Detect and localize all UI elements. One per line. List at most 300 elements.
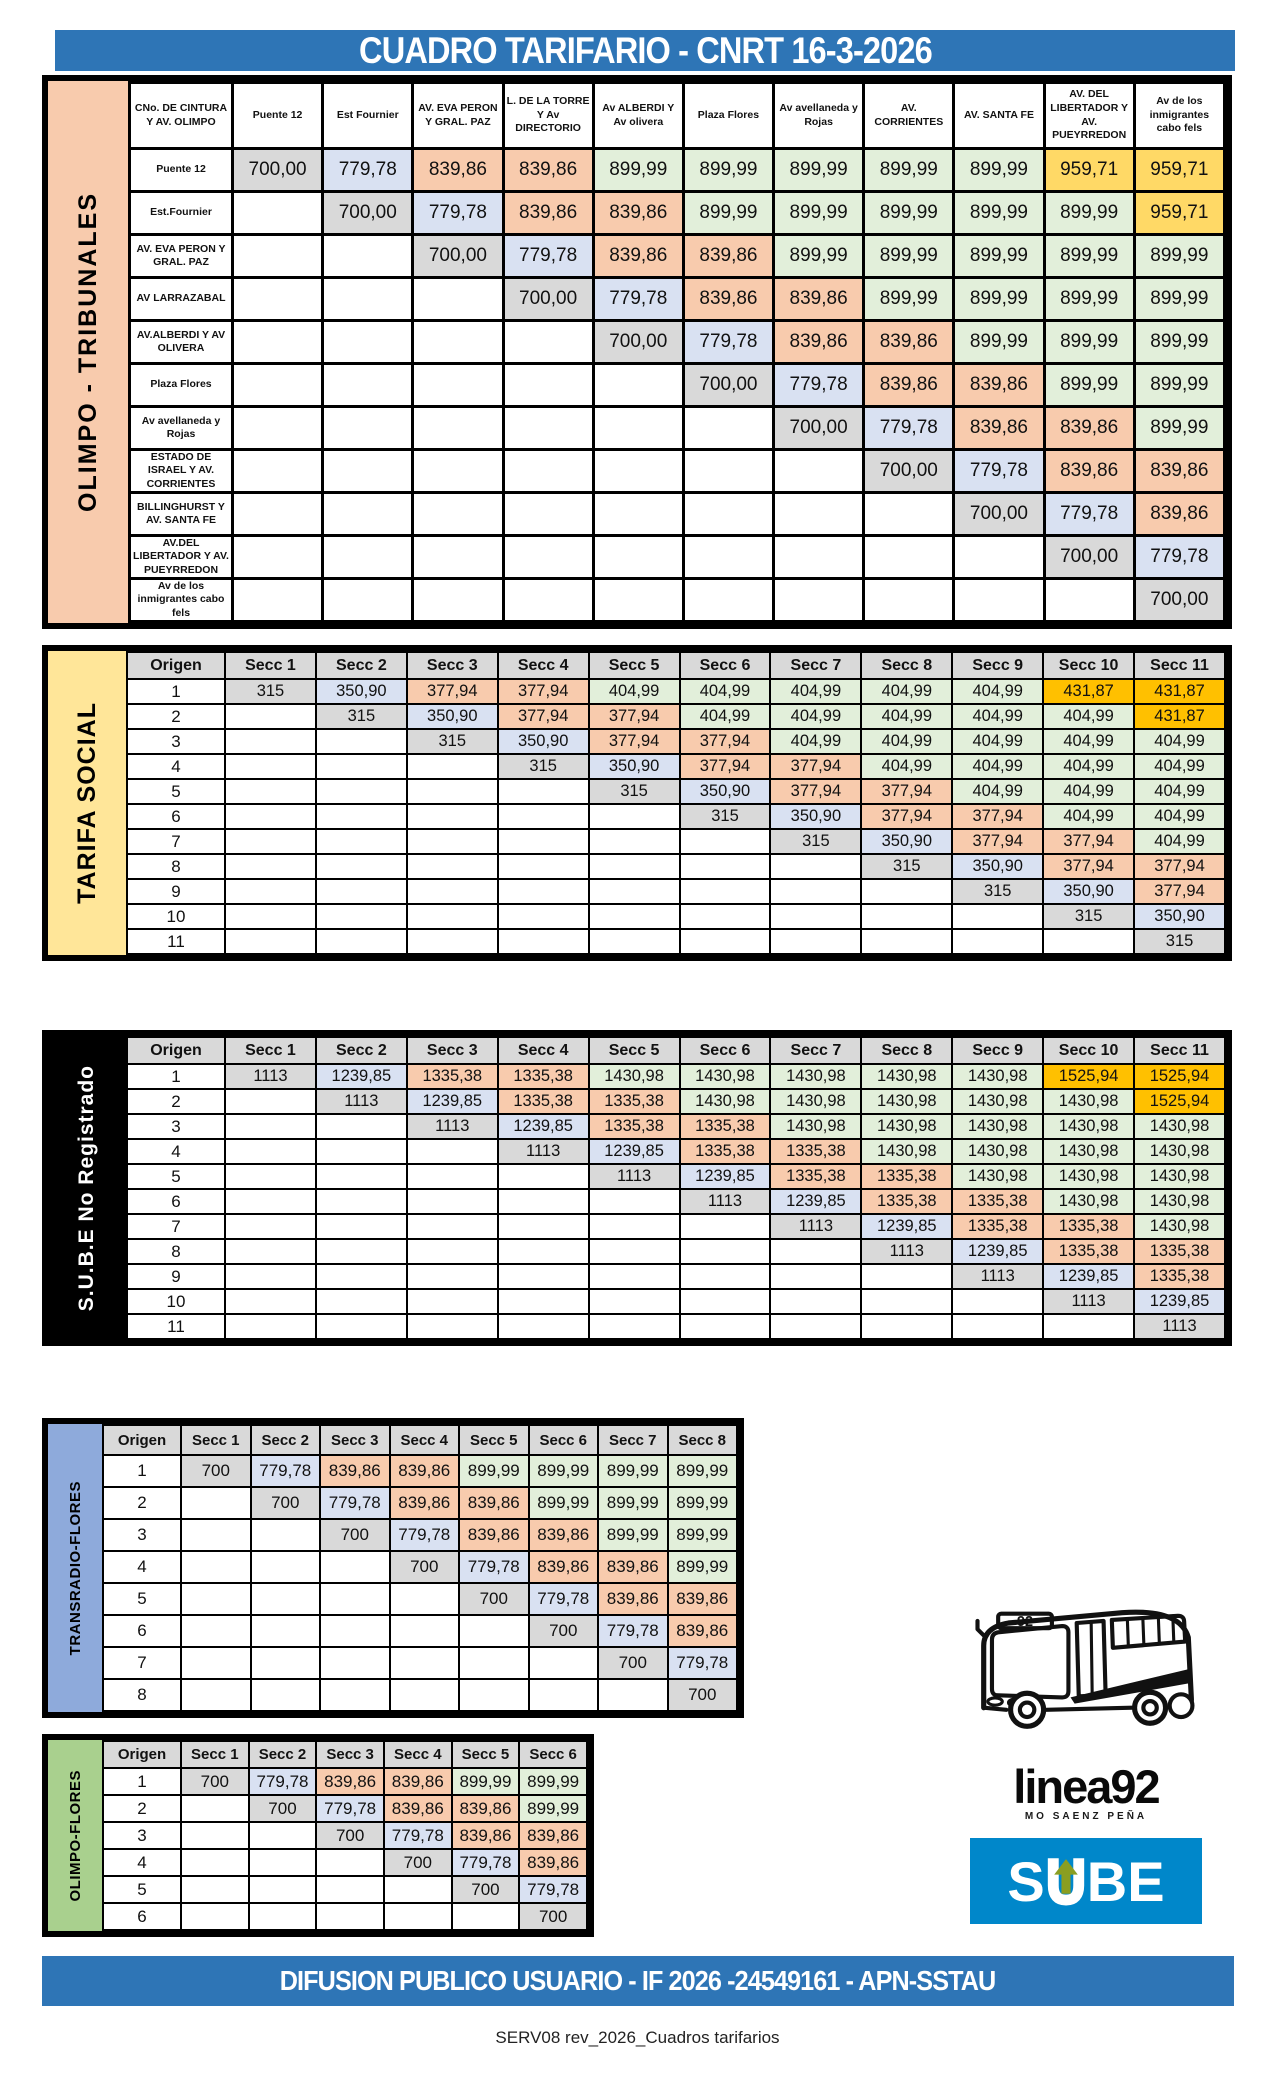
fare-cell: 1239,85 <box>589 1139 680 1164</box>
fare-cell: 404,99 <box>952 729 1043 754</box>
fare-cell: 315 <box>1134 929 1225 954</box>
fare-cell <box>503 579 593 622</box>
fare-cell: 1239,85 <box>1043 1264 1134 1289</box>
fare-cell: 839,86 <box>459 1519 529 1551</box>
fare-cell: 377,94 <box>770 754 861 779</box>
fare-cell: 377,94 <box>1043 829 1134 854</box>
fare-cell <box>413 278 503 321</box>
fare-cell <box>459 1647 529 1679</box>
fare-cell: 1335,38 <box>770 1139 861 1164</box>
fare-cell: 1430,98 <box>1134 1164 1225 1189</box>
fare-cell: 779,78 <box>683 321 773 364</box>
column-header: Av ALBERDI Y Av olivera <box>593 83 683 149</box>
fare-cell: 779,78 <box>1134 536 1224 579</box>
fare-cell <box>316 1139 407 1164</box>
fare-cell <box>498 804 589 829</box>
fare-cell <box>774 536 864 579</box>
column-header: Secc 1 <box>181 1741 249 1768</box>
fare-cell <box>225 1289 316 1314</box>
fare-cell: 350,90 <box>316 679 407 704</box>
fare-cell <box>683 450 773 493</box>
column-header: Secc 1 <box>181 1425 251 1455</box>
fare-cell: 404,99 <box>1134 729 1225 754</box>
fare-cell <box>181 1583 251 1615</box>
bus-destination-sign: 92 <box>1016 1614 1034 1631</box>
fare-cell: 377,94 <box>952 829 1043 854</box>
column-header: Secc 3 <box>407 1037 498 1064</box>
fare-cell: 899,99 <box>774 235 864 278</box>
fare-cell <box>680 1289 771 1314</box>
fare-cell: 1430,98 <box>680 1089 771 1114</box>
origin-cell: 5 <box>127 779 225 804</box>
fare-cell: 1335,38 <box>861 1164 952 1189</box>
fare-cell: 700,00 <box>774 407 864 450</box>
fare-cell <box>593 536 683 579</box>
origin-cell: 3 <box>127 1114 225 1139</box>
fare-cell: 839,86 <box>668 1583 738 1615</box>
fare-cell: 700,00 <box>503 278 593 321</box>
fare-cell <box>593 579 683 622</box>
fare-cell <box>407 904 498 929</box>
fare-cell <box>529 1647 599 1679</box>
fare-cell: 899,99 <box>1134 321 1224 364</box>
column-header: AV. DEL LIBERTADOR Y AV. PUEYRREDON <box>1044 83 1134 149</box>
row-header: Plaza Flores <box>130 364 233 407</box>
fare-cell: 1430,98 <box>770 1064 861 1089</box>
fare-cell <box>390 1615 460 1647</box>
fare-cell <box>589 829 680 854</box>
fare-cell <box>233 493 323 536</box>
fare-cell <box>1044 579 1134 622</box>
fare-cell <box>413 321 503 364</box>
fare-cell <box>233 278 323 321</box>
fare-cell <box>225 1314 316 1339</box>
fare-cell: 377,94 <box>770 779 861 804</box>
column-header: AV. CORRIENTES <box>864 83 954 149</box>
fare-cell: 404,99 <box>1134 829 1225 854</box>
fare-cell: 839,86 <box>1134 493 1224 536</box>
sube-logo <box>970 1838 1202 1924</box>
fare-cell: 839,86 <box>390 1487 460 1519</box>
fare-cell <box>407 1239 498 1264</box>
column-header: Secc 4 <box>384 1741 452 1768</box>
fare-cell: 899,99 <box>954 278 1044 321</box>
fare-cell: 404,99 <box>952 704 1043 729</box>
fare-cell <box>589 1314 680 1339</box>
fare-cell: 700 <box>529 1615 599 1647</box>
fare-cell: 1430,98 <box>952 1114 1043 1139</box>
fare-cell <box>225 904 316 929</box>
fare-cell: 700 <box>668 1679 738 1711</box>
fare-cell: 377,94 <box>1134 854 1225 879</box>
branding-column <box>950 1592 1222 1924</box>
fare-cell: 404,99 <box>1043 704 1134 729</box>
origin-cell: 2 <box>127 1089 225 1114</box>
column-header: Secc 9 <box>952 1037 1043 1064</box>
fare-cell: 899,99 <box>864 278 954 321</box>
origin-cell: 8 <box>127 1239 225 1264</box>
fare-cell: 1335,38 <box>770 1164 861 1189</box>
fare-cell <box>589 854 680 879</box>
fare-cell <box>589 904 680 929</box>
fare-cell: 1430,98 <box>680 1064 771 1089</box>
fare-cell: 839,86 <box>316 1768 384 1795</box>
fare-cell: 839,86 <box>452 1822 520 1849</box>
origin-cell: 7 <box>127 1214 225 1239</box>
fare-cell <box>680 829 771 854</box>
table-sidebar <box>48 1036 126 1340</box>
fare-cell <box>498 779 589 804</box>
fare-cell <box>864 493 954 536</box>
fare-cell: 700,00 <box>233 149 323 192</box>
fare-cell: 839,86 <box>668 1615 738 1647</box>
fare-cell <box>1043 1314 1134 1339</box>
fare-cell: 899,99 <box>519 1795 587 1822</box>
fare-cell <box>861 1264 952 1289</box>
fare-cell <box>503 364 593 407</box>
fare-cell: 404,99 <box>952 679 1043 704</box>
fare-cell: 1430,98 <box>770 1089 861 1114</box>
fare-cell <box>316 904 407 929</box>
fare-cell: 1430,98 <box>861 1064 952 1089</box>
fare-cell: 839,86 <box>452 1795 520 1822</box>
fare-cell: 377,94 <box>589 704 680 729</box>
row-header: Av avellaneda y Rojas <box>130 407 233 450</box>
fare-cell <box>498 879 589 904</box>
fare-cell <box>181 1903 249 1930</box>
fare-cell: 700 <box>452 1876 520 1903</box>
fare-cell: 899,99 <box>668 1519 738 1551</box>
column-header: Secc 2 <box>249 1741 317 1768</box>
fare-table-olimpo-flores <box>42 1734 594 1937</box>
fare-cell: 899,99 <box>774 192 864 235</box>
fare-cell: 1335,38 <box>498 1064 589 1089</box>
fare-cell: 315 <box>680 804 771 829</box>
origin-cell: 1 <box>103 1455 181 1487</box>
fare-cell <box>181 1822 249 1849</box>
fare-cell: 404,99 <box>861 679 952 704</box>
fare-cell <box>181 1519 251 1551</box>
fare-cell: 899,99 <box>593 149 683 192</box>
fare-cell <box>774 579 864 622</box>
fare-cell: 899,99 <box>668 1487 738 1519</box>
fare-cell <box>316 879 407 904</box>
fare-cell: 1335,38 <box>1134 1264 1225 1289</box>
column-header: Secc 2 <box>316 1037 407 1064</box>
fare-cell <box>589 1189 680 1214</box>
fare-cell: 899,99 <box>519 1768 587 1795</box>
column-header: Secc 5 <box>589 652 680 679</box>
fare-cell: 315 <box>861 854 952 879</box>
origin-cell: 11 <box>127 1314 225 1339</box>
fare-cell: 899,99 <box>1044 364 1134 407</box>
fare-cell: 1239,85 <box>861 1214 952 1239</box>
fare-cell <box>589 1239 680 1264</box>
fare-cell: 404,99 <box>770 679 861 704</box>
linea92-logo-text: linea92 <box>1013 1760 1159 1813</box>
fare-cell: 899,99 <box>1044 321 1134 364</box>
fare-cell <box>680 929 771 954</box>
fare-cell <box>233 579 323 622</box>
fare-cell: 404,99 <box>861 754 952 779</box>
column-header: Secc 1 <box>225 652 316 679</box>
fare-cell <box>225 1139 316 1164</box>
origin-cell: 6 <box>127 1189 225 1214</box>
fare-cell: 350,90 <box>498 729 589 754</box>
fare-cell <box>589 1214 680 1239</box>
table-sidebar <box>48 1740 102 1931</box>
fare-cell <box>251 1519 321 1551</box>
row-header: AV. EVA PERON Y GRAL. PAZ <box>130 235 233 278</box>
fare-cell: 839,86 <box>320 1455 390 1487</box>
column-header: Secc 3 <box>320 1425 390 1455</box>
row-header: BILLINGHURST Y AV. SANTA FE <box>130 493 233 536</box>
fare-cell: 779,78 <box>249 1768 317 1795</box>
fare-cell <box>770 904 861 929</box>
fare-cell: 1430,98 <box>589 1064 680 1089</box>
fare-cell <box>225 1164 316 1189</box>
fare-cell: 1113 <box>770 1214 861 1239</box>
fare-cell: 350,90 <box>861 829 952 854</box>
fare-cell: 779,78 <box>459 1551 529 1583</box>
fare-cell <box>683 579 773 622</box>
fare-cell: 404,99 <box>680 704 771 729</box>
fare-cell <box>316 1189 407 1214</box>
fare-cell <box>316 854 407 879</box>
fare-cell: 404,99 <box>861 729 952 754</box>
fare-cell: 779,78 <box>1044 493 1134 536</box>
fare-cell: 839,86 <box>954 407 1044 450</box>
fare-cell: 1430,98 <box>1134 1189 1225 1214</box>
sube-logo-text-be: BE <box>1086 1849 1165 1913</box>
fare-cell: 315 <box>498 754 589 779</box>
fare-cell <box>589 804 680 829</box>
fare-cell <box>952 1314 1043 1339</box>
bus-front-wheel <box>1011 1693 1044 1726</box>
fare-cell <box>407 1314 498 1339</box>
fare-cell <box>413 579 503 622</box>
fare-cell: 899,99 <box>683 192 773 235</box>
fare-cell: 350,90 <box>680 779 771 804</box>
table-sidebar-label: TRANSRADIO-FLORES <box>66 1480 84 1656</box>
fare-cell <box>225 929 316 954</box>
fare-cell <box>683 493 773 536</box>
origin-header: Origen <box>103 1741 181 1768</box>
fare-cell <box>413 493 503 536</box>
fare-cell: 839,86 <box>503 149 593 192</box>
fare-cell <box>680 1239 771 1264</box>
row-header: AV.ALBERDI Y AV OLIVERA <box>130 321 233 364</box>
origin-cell: 2 <box>103 1795 181 1822</box>
fare-cell: 899,99 <box>774 149 864 192</box>
fare-cell: 899,99 <box>459 1455 529 1487</box>
origin-cell: 5 <box>103 1583 181 1615</box>
fare-cell <box>861 1289 952 1314</box>
fare-cell <box>498 829 589 854</box>
fare-cell <box>498 1239 589 1264</box>
fare-cell: 700 <box>181 1768 249 1795</box>
fare-cell: 839,86 <box>593 192 683 235</box>
fare-cell <box>954 579 1044 622</box>
fare-cell <box>316 804 407 829</box>
fare-cell <box>774 493 864 536</box>
sube-u-arrow-icon <box>1046 1854 1086 1908</box>
fare-cell: 1335,38 <box>861 1189 952 1214</box>
fare-cell: 377,94 <box>498 704 589 729</box>
fare-cell: 1430,98 <box>1134 1139 1225 1164</box>
fare-cell: 839,86 <box>774 321 864 364</box>
fare-cell <box>407 1164 498 1189</box>
row-header: Av de los inmigrantes cabo fels <box>130 579 233 622</box>
fare-cell: 700 <box>181 1455 251 1487</box>
fare-cell: 839,86 <box>954 364 1044 407</box>
fare-cell: 377,94 <box>680 754 771 779</box>
fare-cell <box>316 1114 407 1139</box>
fare-cell <box>407 1289 498 1314</box>
fare-cell: 431,87 <box>1134 679 1225 704</box>
fare-cell: 1239,85 <box>952 1239 1043 1264</box>
fare-cell: 1430,98 <box>952 1064 1043 1089</box>
fare-cell: 839,86 <box>1044 450 1134 493</box>
fare-cell: 899,99 <box>1044 278 1134 321</box>
fare-grid <box>102 1424 738 1712</box>
column-header: Secc 10 <box>1043 652 1134 679</box>
fare-cell <box>770 879 861 904</box>
fare-cell: 779,78 <box>864 407 954 450</box>
fare-cell <box>233 536 323 579</box>
fare-cell <box>407 804 498 829</box>
fare-cell <box>503 407 593 450</box>
table-sidebar <box>48 651 126 955</box>
fare-cell <box>316 1876 384 1903</box>
fare-cell <box>320 1615 390 1647</box>
fare-cell <box>413 536 503 579</box>
fare-cell: 779,78 <box>519 1876 587 1903</box>
fare-cell: 839,86 <box>683 235 773 278</box>
fare-cell: 404,99 <box>589 679 680 704</box>
column-header: Secc 7 <box>598 1425 668 1455</box>
column-header: Plaza Flores <box>683 83 773 149</box>
fare-cell: 377,94 <box>861 779 952 804</box>
fare-cell <box>680 1264 771 1289</box>
fare-cell: 899,99 <box>452 1768 520 1795</box>
fare-cell: 839,86 <box>519 1849 587 1876</box>
fare-cell: 1335,38 <box>1043 1239 1134 1264</box>
fare-cell <box>407 1139 498 1164</box>
fare-cell: 1430,98 <box>1134 1214 1225 1239</box>
linea92-logo-subtext: MO SAENZ PEÑA <box>1024 1811 1148 1822</box>
fare-cell: 899,99 <box>954 192 1044 235</box>
fare-cell: 377,94 <box>1043 854 1134 879</box>
fare-cell: 404,99 <box>1043 804 1134 829</box>
origin-cell: 9 <box>127 1264 225 1289</box>
fare-cell: 899,99 <box>954 149 1044 192</box>
fare-cell: 1113 <box>1134 1314 1225 1339</box>
fare-cell: 1430,98 <box>1134 1114 1225 1139</box>
fare-cell: 1335,38 <box>680 1139 771 1164</box>
fare-cell: 839,86 <box>413 149 503 192</box>
column-header: Secc 2 <box>251 1425 321 1455</box>
fare-cell: 1335,38 <box>589 1089 680 1114</box>
fare-cell <box>952 904 1043 929</box>
fare-cell <box>316 1849 384 1876</box>
fare-cell <box>225 1114 316 1139</box>
column-header: Secc 6 <box>680 1037 771 1064</box>
fare-cell <box>225 804 316 829</box>
fare-cell: 899,99 <box>668 1455 738 1487</box>
fare-cell: 377,94 <box>680 729 771 754</box>
fare-cell: 404,99 <box>952 754 1043 779</box>
fare-cell <box>861 1314 952 1339</box>
fare-cell: 1335,38 <box>498 1089 589 1114</box>
fare-cell <box>225 1089 316 1114</box>
fare-cell <box>498 1264 589 1289</box>
fare-cell: 700 <box>316 1822 384 1849</box>
fare-cell: 899,99 <box>1134 235 1224 278</box>
fare-cell: 779,78 <box>316 1795 384 1822</box>
origin-header: Origen <box>103 1425 181 1455</box>
fare-cell: 839,86 <box>519 1822 587 1849</box>
column-header: L. DE LA TORRE Y Av DIRECTORIO <box>503 83 593 149</box>
fare-cell: 404,99 <box>680 679 771 704</box>
fare-cell <box>320 1583 390 1615</box>
fare-cell <box>316 1214 407 1239</box>
fare-cell <box>498 1289 589 1314</box>
fare-cell: 700 <box>390 1551 460 1583</box>
fare-cell: 431,87 <box>1134 704 1225 729</box>
column-header: Secc 4 <box>498 652 589 679</box>
fare-cell: 1113 <box>589 1164 680 1189</box>
fare-cell: 377,94 <box>498 679 589 704</box>
column-header: Est Fournier <box>323 83 413 149</box>
fare-cell <box>503 536 593 579</box>
fare-cell <box>770 929 861 954</box>
column-header: Secc 3 <box>407 652 498 679</box>
fare-cell <box>233 407 323 450</box>
row-header: Est.Fournier <box>130 192 233 235</box>
fare-cell <box>683 407 773 450</box>
fare-cell <box>390 1583 460 1615</box>
fare-cell: 700,00 <box>593 321 683 364</box>
fare-cell: 1430,98 <box>1043 1139 1134 1164</box>
fare-cell: 959,71 <box>1134 149 1224 192</box>
fare-cell <box>181 1551 251 1583</box>
fare-cell <box>680 879 771 904</box>
fare-cell: 899,99 <box>1044 192 1134 235</box>
fare-cell <box>323 493 413 536</box>
fare-cell: 1430,98 <box>1043 1089 1134 1114</box>
fare-cell: 1525,94 <box>1134 1064 1225 1089</box>
fare-cell: 1113 <box>861 1239 952 1264</box>
fare-cell <box>683 536 773 579</box>
fare-cell <box>181 1849 249 1876</box>
fare-cell: 700,00 <box>954 493 1044 536</box>
column-header: Secc 11 <box>1134 652 1225 679</box>
origin-cell: 1 <box>127 1064 225 1089</box>
fare-grid <box>126 1036 1226 1340</box>
fare-cell: 1430,98 <box>770 1114 861 1139</box>
origin-cell: 6 <box>127 804 225 829</box>
fare-cell: 700,00 <box>683 364 773 407</box>
fare-cell: 839,86 <box>529 1519 599 1551</box>
fare-cell: 839,86 <box>864 321 954 364</box>
fare-cell <box>589 879 680 904</box>
fare-cell: 350,90 <box>1043 879 1134 904</box>
fare-table-sube-no-registrado <box>42 1030 1232 1346</box>
fare-cell <box>459 1615 529 1647</box>
fare-cell <box>952 929 1043 954</box>
fare-cell <box>323 321 413 364</box>
